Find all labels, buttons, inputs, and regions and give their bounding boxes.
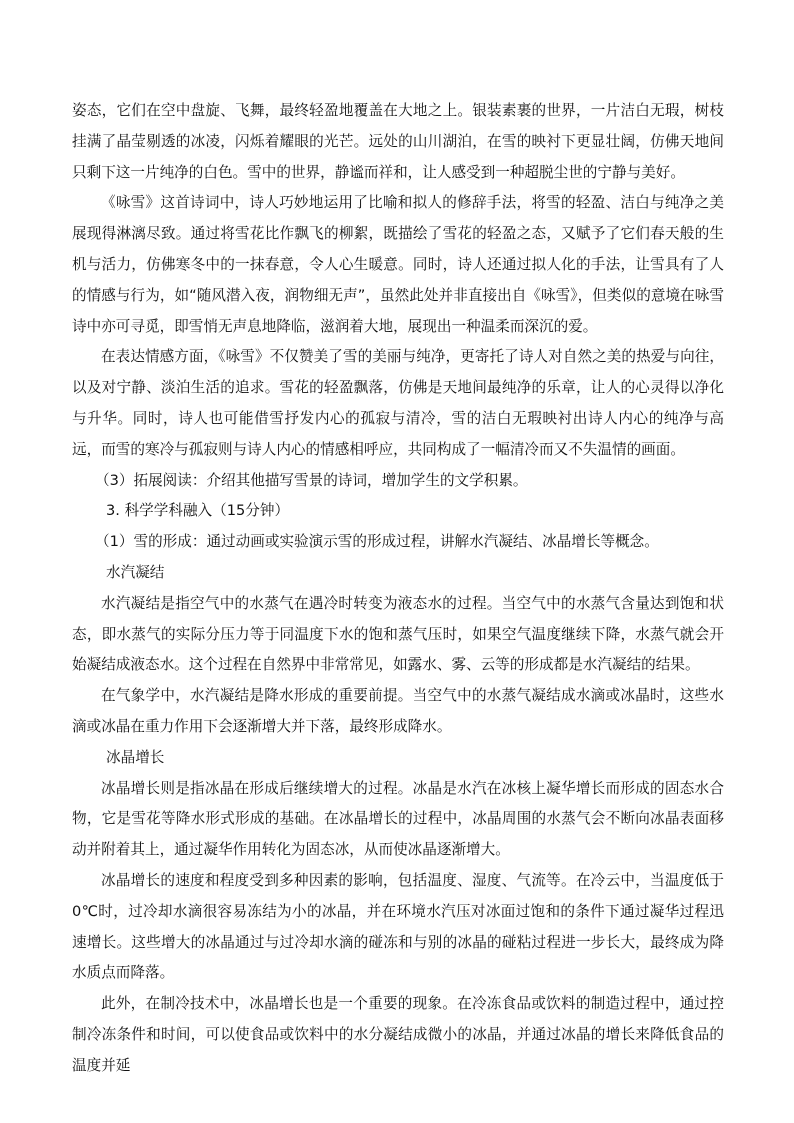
paragraph-poem-emotion: 在表达情感方面，《咏雪》不仅赞美了雪的美丽与纯净，更寄托了诗人对自然之美的热爱与向往，以及对宁静、淡泊生活的追求。雪花的轻盈飘落，仿佛是天地间最纯净的乐章，让人的心灵得以净化与升华。同时，诗人也可能借雪抒发内心的孤寂与清冷，雪的洁白无瑕映衬出诗人内心的纯净与高远，而雪的寒冷与孤寂则与诗人内心的情感相呼应，共同构成了一幅清冷而又不失温情的画面。: [72, 348, 724, 458]
paragraph-ice-crystal-factors: 冰晶增长的速度和程度受到多种因素的影响，包括温度、湿度、气流等。在冷云中，当温度低于0℃时，过冷却水滴很容易冻结为小的冰晶，并在环境水汽压对冰面过饱和的条件下通过凝华过程迅速增长。这些增大的冰晶通过与过冷却水滴的碰冻和与别的冰晶的碰粘过程进一步长大，最终成为降水质点而降落。: [72, 871, 724, 982]
paragraph-snow-scene-continued: 姿态，它们在空中盘旋、飞舞，最终轻盈地覆盖在大地之上。银装素裹的世界，一片洁白无瑕，树枝挂满了晶莹剔透的冰凌，闪烁着耀眼的光芒。远处的山川湖泊，在雪的映衬下更显壮阔，仿佛天地间只剩下这一片纯净的白色。雪中的世界，静谧而祥和，让人感受到一种超脱尘世的宁静与美好。: [72, 102, 724, 181]
item-extended-reading: （3）拓展阅读：介绍其他描写雪景的诗词，增加学生的文学积累。: [95, 471, 528, 489]
item-snow-formation: （1）雪的形成：通过动画或实验演示雪的形成过程，讲解水汽凝结、冰晶增长等概念。: [95, 533, 659, 551]
paragraph-poem-rhetoric: 《咏雪》这首诗词中，诗人巧妙地运用了比喻和拟人的修辞手法，将雪的轻盈、洁白与纯净之美展现得淋漓尽致。通过将雪花比作飘飞的柳絮，既描绘了雪花的轻盈之态，又赋予了它们春天般的生机与活力，仿佛寒冬中的一抹春意，令人心生暖意。同时，诗人还通过拟人化的手法，让雪具有了人的情感与行为，如“随风潜入夜，润物细无声”，虽然此处并非直接出自《咏雪》，但类似的意境在咏雪诗中亦可寻觅，即雪悄无声息地降临，滋润着大地，展现出一种温柔而深沉的爱。: [72, 194, 724, 335]
paragraph-refrigeration: 此外，在制冷技术中，冰晶增长也是一个重要的现象。在冷冻食品或饮料的制造过程中，通过控制冷冻条件和时间，可以使食品或饮料中的水分凝结成微小的冰晶，并通过冰晶的增长来降低食品的温度并延: [72, 995, 724, 1074]
subheading-water-vapor-condensation: 水汽凝结: [106, 563, 165, 581]
page-body: [72, 96, 724, 1082]
subheading-ice-crystal-growth: 冰晶增长: [106, 748, 165, 766]
paragraph-condensation-definition: 水汽凝结是指空气中的水蒸气在遇冷时转变为液态水的过程。当空气中的水蒸气含量达到饱和状态，即水蒸气的实际分压力等于同温度下水的饱和蒸气压时，如果空气温度继续下降，水蒸气就会开始凝结成液态水。这个过程在自然界中非常常见，如露水、雾、云等的形成都是水汽凝结的结果。: [72, 594, 724, 674]
section-heading-science: 3. 科学学科融入（15分钟）: [106, 502, 290, 520]
paragraph-ice-crystal-definition: 冰晶增长则是指冰晶在形成后继续增大的过程。冰晶是水汽在冰核上凝华增长而形成的固态水合物，它是雪花等降水形式形成的基础。在冰晶增长的过程中，冰晶周围的水蒸气会不断向冰晶表面移动并附着其上，通过凝华作用转化为固态冰，从而使冰晶逐渐增大。: [72, 779, 724, 859]
paragraph-condensation-meteorology: 在气象学中，水汽凝结是降水形成的重要前提。当空气中的水蒸气凝结成水滴或冰晶时，这些水滴或冰晶在重力作用下会逐渐增大并下落，最终形成降水。: [72, 687, 724, 735]
